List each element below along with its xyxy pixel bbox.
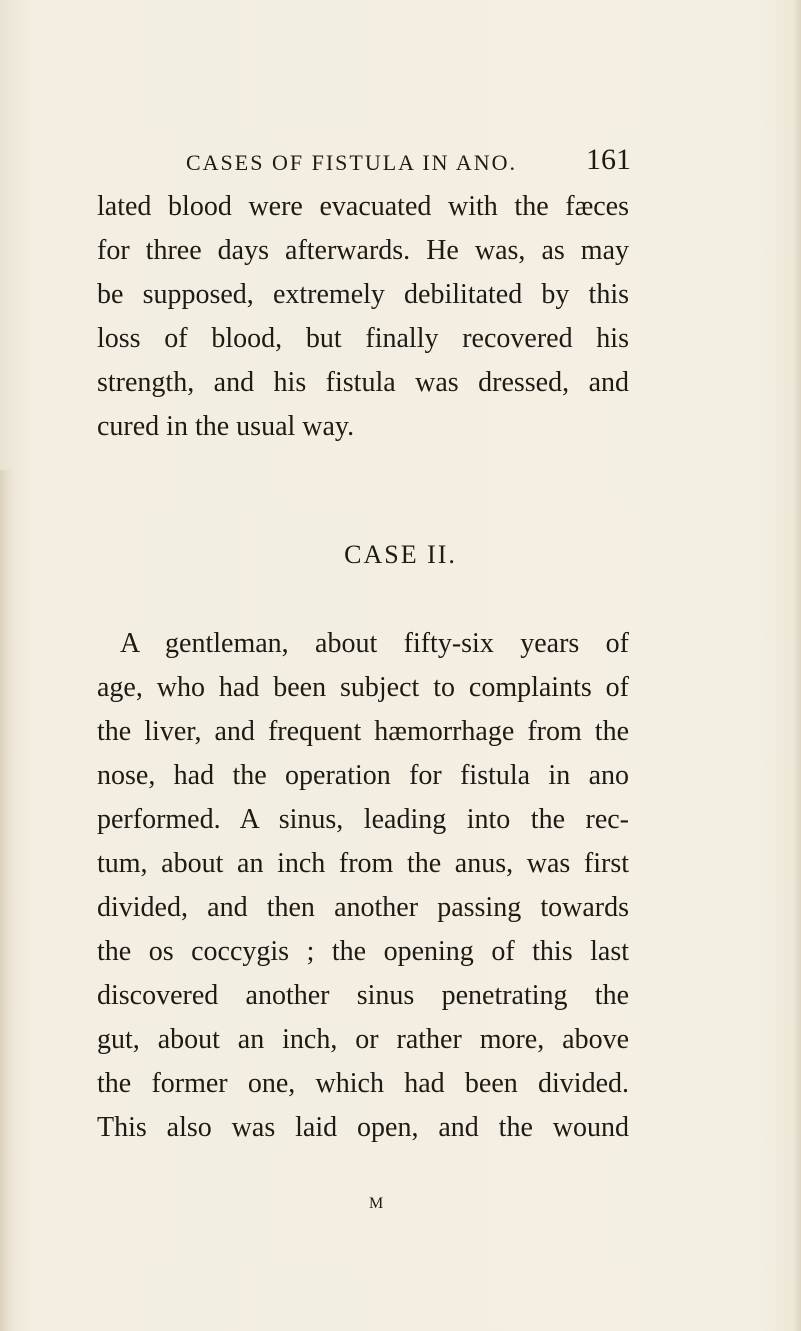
paragraph-continued (97, 185, 629, 449)
page-right-edge (793, 0, 801, 1331)
text-line: the liver, and frequent hæmorrhage from the (97, 716, 629, 747)
text-line: the os coccygis ; the opening of this last (97, 936, 629, 967)
text-line: A gentleman, about fifty-six years of (120, 628, 629, 659)
page-number: 161 (586, 143, 631, 176)
text-line: loss of blood, but finally recovered his (97, 323, 629, 354)
text-line: gut, about an inch, or rather more, above (97, 1024, 629, 1055)
signature-mark: M (369, 1195, 385, 1212)
text-line: age, who had been subject to complaints of (97, 672, 629, 703)
text-line: tum, about an inch from the anus, was first (97, 848, 629, 879)
text-line: strength, and his fistula was dressed, and (97, 367, 629, 398)
text-line: performed. A sinus, leading into the rec- (97, 804, 629, 835)
text-line: discovered another sinus penetrating the (97, 980, 629, 1011)
text-line: nose, had the operation for fistula in ano (97, 760, 629, 791)
text-line: the former one, which had been divided. (97, 1068, 629, 1099)
text-line: This also was laid open, and the wound (97, 1112, 629, 1143)
text-line: lated blood were evacuated with the fæces (97, 191, 629, 222)
running-head: CASES OF FISTULA IN ANO. (186, 150, 517, 175)
text-line: divided, and then another passing towards (97, 892, 629, 923)
page-gutter-edge (0, 470, 14, 1331)
page-header (186, 143, 631, 183)
text-line: be supposed, extremely debilitated by this (97, 279, 629, 310)
text-line: cured in the usual way. (97, 411, 355, 442)
text-line: for three days afterwards. He was, as may (97, 235, 629, 266)
case-heading: CASE II. (344, 540, 457, 569)
paragraph-case-two (97, 622, 629, 1150)
